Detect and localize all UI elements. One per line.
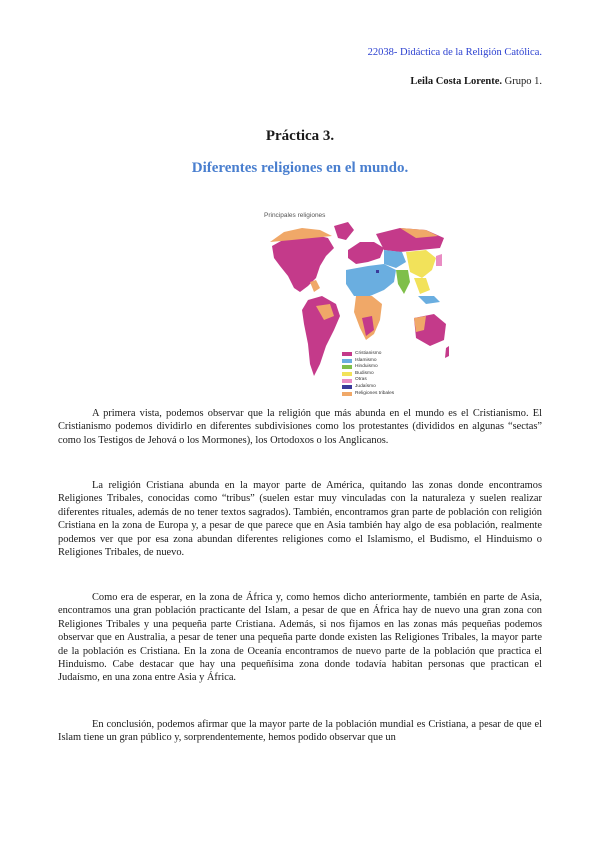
course-name: 22038- Didáctica de la Religión Católica. xyxy=(367,47,542,58)
legend-item xyxy=(342,351,394,358)
legend-swatch xyxy=(342,392,352,396)
author-line xyxy=(410,76,542,87)
legend-label: Budismo xyxy=(355,370,374,376)
paragraph-text: Como era de esperar, en la zona de África y, como hemos dicho anteriormente, también en parte de Asia, encontramos una gran población practicante del Islam, a pesar de que en África hay de nuevo una gran zona con Religiones Tribales y una pequeña parte Cristiana. Además, si nos fijamos en las zonas más pequeñas podemos observar que en Australia, a pesar de tener una pequeña parte donde existen las Religiones Tribales, la mayor parte de la población es Cristiana. En la zona de Oceanía encontramos de nuevo parte de la población que practica el Hinduismo. Cabe destacar que hay una pequeñísima zona donde todavía habitan personas que practican el Judaísmo, en una zona entre Asia y África. xyxy=(58,592,542,684)
legend-swatch xyxy=(342,372,352,376)
map-caption: Principales religiones xyxy=(264,212,326,219)
legend-swatch xyxy=(342,385,352,389)
religions-map-figure xyxy=(250,208,450,403)
legend-swatch xyxy=(342,365,352,369)
legend-item xyxy=(342,364,394,371)
body-paragraph xyxy=(58,407,542,447)
author-name: Leila Costa Lorente. xyxy=(410,76,503,87)
legend-swatch xyxy=(342,352,352,356)
legend-item xyxy=(342,377,394,384)
legend-label: Islamismo xyxy=(355,357,377,363)
paragraph-text: En conclusión, podemos afirmar que la mayor parte de la población mundial es Cristiana, a pesar de que el Islam tiene un gran público y, sorprendentemente, hemos podido observar que un xyxy=(58,719,542,744)
legend-label: Judaísmo xyxy=(355,383,376,389)
legend-label: Otras xyxy=(355,377,367,383)
legend-item xyxy=(342,371,394,378)
legend-label: Cristianismo xyxy=(355,351,382,356)
legend-swatch xyxy=(342,379,352,383)
legend-label: Hinduismo xyxy=(355,364,378,370)
legend-label: Religiones tribales xyxy=(355,390,395,396)
body-paragraph xyxy=(58,718,542,745)
group-label: Grupo 1. xyxy=(502,76,542,87)
legend-item xyxy=(342,384,394,391)
paragraph-text: A primera vista, podemos observar que la religión que más abunda en el mundo es el Cristianismo. El Cristianismo podemos dividirlo en diferentes subdivisiones como los protestantes (divididos en algunas “sectas” como los Testigos de Jehová o los Mormones), los Ortodoxos o los Anglicanos. xyxy=(58,408,542,446)
page-subtitle: Diferentes religiones en el mundo. xyxy=(191,160,409,176)
body-paragraph xyxy=(58,591,542,685)
map-legend xyxy=(342,351,394,397)
page-title: Práctica 3. xyxy=(265,128,335,144)
legend-swatch xyxy=(342,359,352,363)
body-paragraph xyxy=(58,479,542,559)
paragraph-text: La religión Cristiana abunda en la mayor parte de América, quitando las zonas donde encontramos Religiones Tribales, conocidas como “tribus” (suelen estar muy vinculadas con la naturaleza y suelen realizar diferentes rituales, además de no tener textos sagrados). También, encontramos gran parte de población con religión Cristiana en la zona de Europa y, a pesar de que parece que en Asia también hay algo de esa población, realmente podemos ver que por esa zona abundan diferentes religiones como el Islamismo, el Budismo, el Hinduismo o Religiones Tribales, de nuevo. xyxy=(58,480,542,559)
legend-item xyxy=(342,391,394,398)
